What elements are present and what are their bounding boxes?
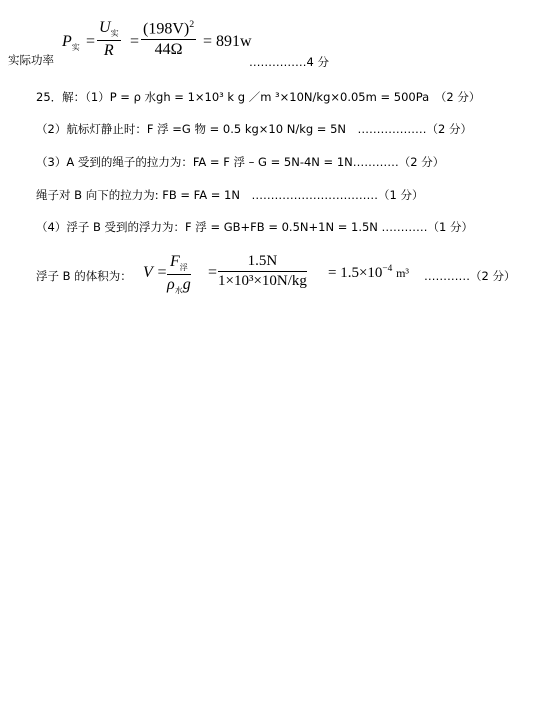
power-result: = 891w	[203, 33, 252, 50]
volume-result-unit: m³	[396, 266, 410, 280]
equals-sign-3: =	[208, 264, 218, 281]
density-symbol: ρ	[167, 276, 175, 294]
power-lhs	[62, 33, 80, 53]
equals-sign-1: =	[86, 33, 96, 50]
q25-line-3: （3）A 受到的绳子的拉力为：FA = F 浮 – G = 5N-4N = 1N…………（2 分）	[36, 155, 445, 169]
q25-line-1: 25．解：（1）P = ρ 水gh = 1×10³ k g ／m ³×10N/kg×0.05m = 500Pa （2 分）	[36, 90, 481, 104]
q25-line-4: 绳子对 B 向下的拉力为: FB = FA = 1N ……………………………（1 分）	[36, 188, 424, 202]
voltage-symbol: U	[99, 19, 111, 36]
power-symbol: P	[62, 33, 72, 50]
volume-result-exponent: −4	[382, 264, 393, 274]
label-actual-power: 实际功率	[8, 53, 54, 67]
q25-line-5: （4）浮子 B 受到的浮力为：F 浮 = GB+FB = 0.5N+1N = 1.5N …………（1 分）	[36, 220, 474, 234]
volume-result	[328, 264, 409, 282]
score-block1: ……………4 分	[249, 55, 329, 69]
numeric-denominator: 1×10³×10N/kg	[218, 273, 307, 289]
numerator-value: (198V)	[143, 20, 190, 38]
denominator-value: 44Ω	[154, 41, 183, 59]
q25-line-2: （2）航标灯静止时：F 浮 =G 物 = 0.5 kg×10 N/kg = 5N ………………（2 分）	[36, 122, 472, 136]
buoyancy-symbol: F	[169, 253, 180, 270]
fraction-numeric	[218, 253, 307, 290]
equals-sign-2: =	[130, 33, 140, 50]
power-subscript: 实	[71, 43, 80, 53]
score-block-v: …………（2 分）	[424, 269, 516, 283]
volume-result-main: = 1.5×10	[328, 265, 383, 281]
numerator-exponent: 2	[189, 19, 195, 30]
voltage-subscript: 实	[110, 29, 119, 39]
fraction-voltage-squared	[141, 19, 196, 59]
label-volume: 浮子 B 的体积为：	[36, 269, 132, 283]
gravity-symbol: g	[182, 276, 191, 294]
density-subscript: 水	[174, 286, 183, 296]
buoyancy-subscript: 浮	[179, 263, 188, 273]
fraction-u-over-r	[97, 19, 121, 60]
volume-lhs: V =	[143, 264, 168, 281]
numeric-numerator: 1.5N	[247, 253, 278, 269]
resistance-symbol: R	[103, 42, 114, 60]
fraction-buoyancy-over-rho-g	[167, 253, 191, 296]
